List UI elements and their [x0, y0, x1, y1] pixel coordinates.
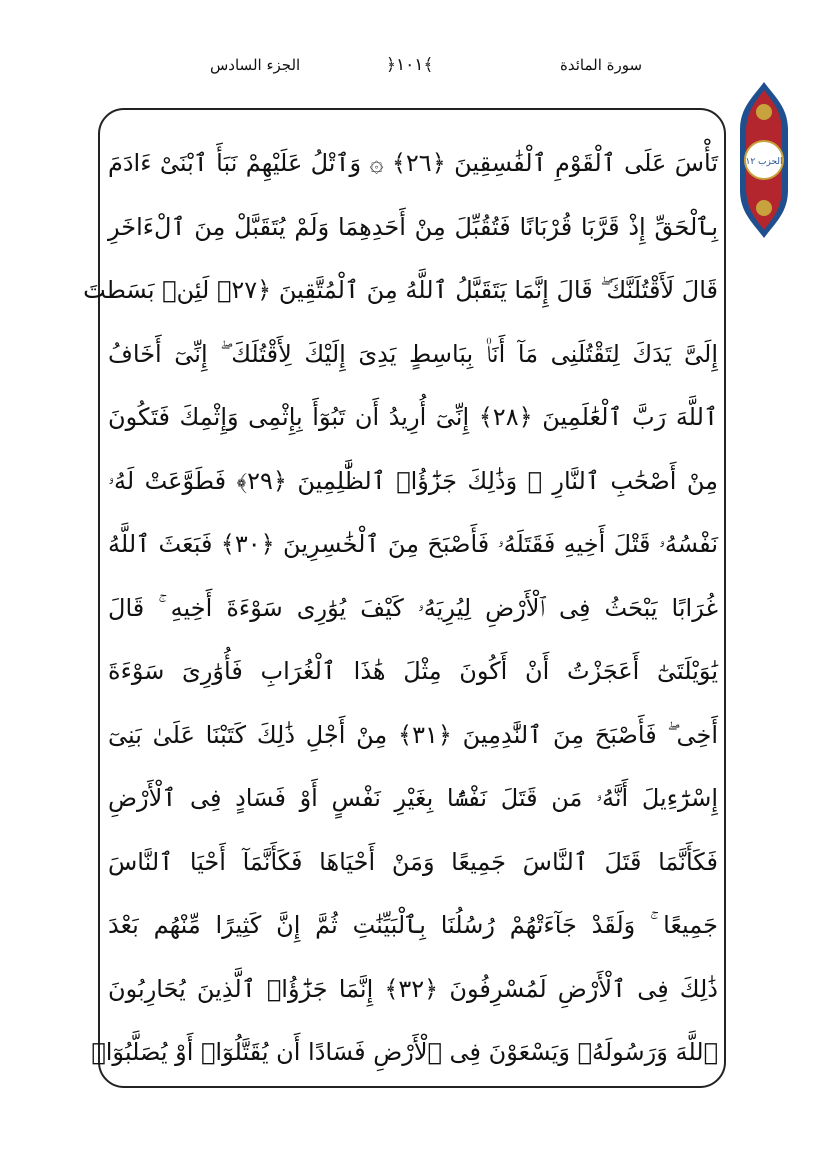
verse-text-block — [83, 132, 719, 1085]
verse-line: تَأْسَ عَلَى ٱلْقَوْمِ ٱلْفَٰسِقِينَ ﴿٢٦﴾ ۞ وَٱتْلُ عَلَيْهِمْ نَبَأَ ٱبْنَىْ ءَادَمَ — [108, 149, 718, 177]
verse-line: بِٱلْحَقِّ إِذْ قَرَّبَا قُرْبَانًا فَتُقُبِّلَ مِنْ أَحَدِهِمَا وَلَمْ يُتَقَبَّلْ مِنَ ٱلْءَاخَرِ — [108, 212, 718, 241]
verse-line: إِلَىَّ يَدَكَ لِتَقْتُلَنِى مَآ أَنَا۠ بِبَاسِطٍ يَدِىَ إِلَيْكَ لِأَقْتُلَكَ ۖ إِنِّىٓ أَخَافُ — [108, 339, 718, 368]
verse-line: نَفْسُهُۥ قَتْلَ أَخِيهِ فَقَتَلَهُۥ فَأَصْبَحَ مِنَ ٱلْخَٰسِرِينَ ﴿٣٠﴾ فَبَعَثَ ٱللَّهُ — [108, 530, 718, 558]
hizb-ornament-icon — [736, 80, 792, 240]
verse-line: ذَٰلِكَ فِى ٱلْأَرْضِ لَمُسْرِفُونَ ﴿٣٢﴾ إِنَّمَا جَزَٰٓؤُا۟ ٱلَّذِينَ يُحَارِبُونَ — [108, 974, 718, 1003]
hizb-label: الحزب ١٢ — [745, 157, 783, 167]
verse-line: قَالَ لَأَقْتُلَنَّكَ ۖ قَالَ إِنَّمَا يَتَقَبَّلُ ٱللَّهُ مِنَ ٱلْمُتَّقِينَ ﴿٢٧﴾ لَئِنۢ بَسَطتَ — [83, 276, 718, 304]
verse-line: أَخِى ۖ فَأَصْبَحَ مِنَ ٱلنَّٰدِمِينَ ﴿٣١﴾ مِنْ أَجْلِ ذَٰلِكَ كَتَبْنَا عَلَىٰ بَنِىٓ — [108, 720, 718, 749]
verse-line: يَٰوَيْلَتَىٰٓ أَعَجَزْتُ أَنْ أَكُونَ مِثْلَ هَٰذَا ٱلْغُرَابِ فَأُوَٰرِىَ سَوْءَةَ — [108, 657, 718, 685]
surah-title: سورة المائدة — [560, 56, 643, 74]
page-header — [0, 52, 826, 92]
verse-line: فَكَأَنَّمَا قَتَلَ ٱلنَّاسَ جَمِيعًا وَمَنْ أَحْيَاهَا فَكَأَنَّمَآ أَحْيَا ٱلنَّاسَ — [108, 847, 718, 876]
verse-line: إِسْرَٰٓءِيلَ أَنَّهُۥ مَن قَتَلَ نَفْسًۢا بِغَيْرِ نَفْسٍ أَوْ فَسَادٍ فِى ٱلْأَرْضِ — [108, 784, 718, 812]
verse-line: جَمِيعًا ۚ وَلَقَدْ جَآءَتْهُمْ رُسُلُنَا بِٱلْبَيِّنَٰتِ ثُمَّ إِنَّ كَثِيرًا مِّنْهُم بَعْدَ — [108, 911, 718, 939]
verse-line: غُرَابًا يَبْحَثُ فِى ٱلْأَرْضِ لِيُرِيَهُۥ كَيْفَ يُوَٰرِى سَوْءَةَ أَخِيهِ ۚ قَالَ — [108, 593, 718, 622]
verse-line: مِنْ أَصْحَٰبِ ٱلنَّارِ ۚ وَذَٰلِكَ جَزَٰٓؤُا۟ ٱلظَّٰلِمِينَ ﴿٢٩﴾ فَطَوَّعَتْ لَهُۥ — [108, 466, 718, 495]
verse-line: ٱللَّهَ وَرَسُولَهُۥ وَيَسْعَوْنَ فِى ٱلْأَرْضِ فَسَادًا أَن يُقَتَّلُوٓا۟ أَوْ يُصَلَّبُوٓا۟ — [91, 1038, 718, 1066]
juz-title: الجزء السادس — [210, 56, 301, 74]
verse-line: ٱللَّهَ رَبَّ ٱلْعَٰلَمِينَ ﴿٢٨﴾ إِنِّىٓ أُرِيدُ أَن تَبُوٓأَ بِإِثْمِى وَإِثْمِكَ فَتَكُونَ — [108, 403, 719, 431]
page-number: ﴾١٠١﴿ — [386, 55, 434, 75]
